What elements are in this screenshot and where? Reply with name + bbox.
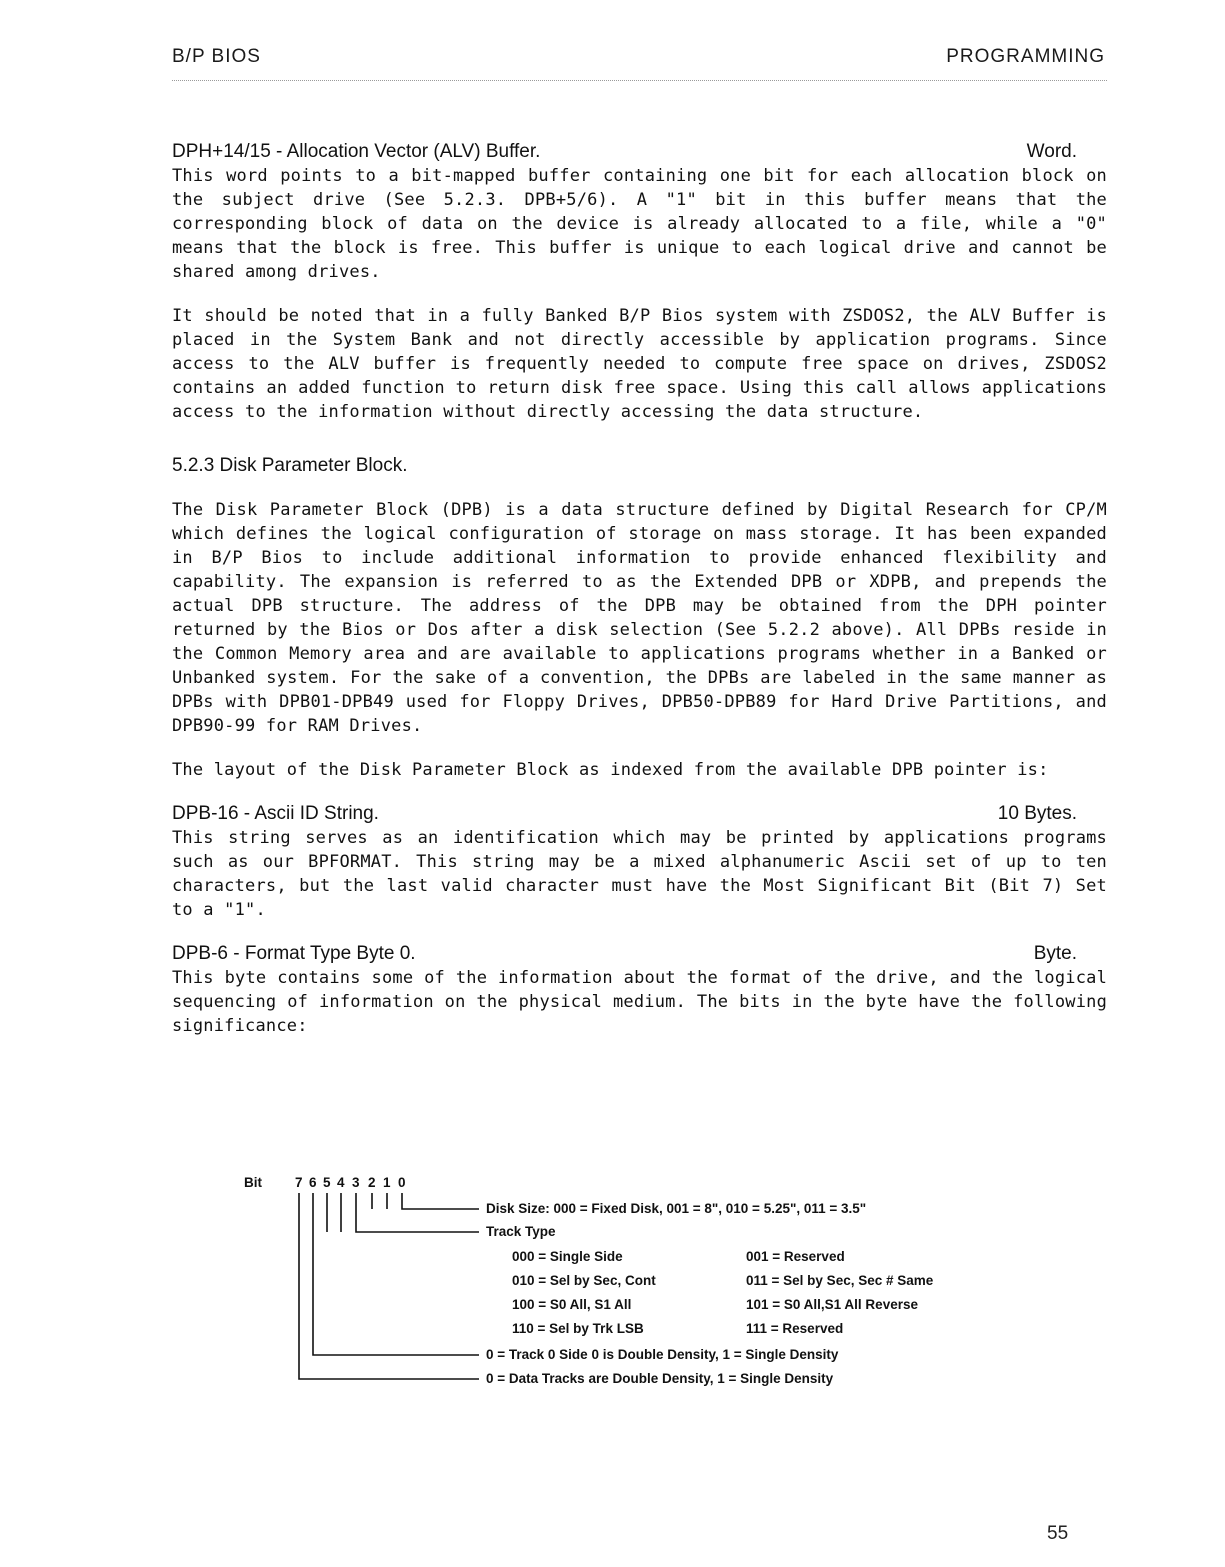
bit-7-description: 0 = Data Tracks are Double Density, 1 = Single Density — [486, 1371, 834, 1386]
bit-6: 6 — [309, 1175, 317, 1190]
format-title: DPB-6 - Format Type Byte 0. — [172, 943, 416, 964]
ascii-type: 10 Bytes. — [997, 803, 1077, 824]
bit-7: 7 — [295, 1175, 303, 1190]
bit-3: 3 — [352, 1175, 360, 1190]
page-number: 55 — [1047, 1523, 1069, 1544]
track-code-101: 101 = S0 All,S1 All Reverse — [746, 1297, 918, 1312]
ascii-heading — [172, 802, 1107, 826]
dpb-paragraph-2: The layout of the Disk Parameter Block as indexed from the available DPB pointer is: — [172, 760, 1049, 780]
page-body — [172, 140, 1107, 1038]
bit-5: 5 — [323, 1175, 331, 1190]
alv-type: Word. — [1026, 141, 1077, 162]
alv-paragraph-2: It should be noted that in a fully Banked B/P Bios system with ZSDOS2, the ALV Buffer is placed in the System Bank and not directly accessible by application programs. Since access to the ALV buffer is frequently needed to compute free space on drives, ZSDOS2 contains an added function to return disk free space. Using this call allows applications access to the information without directly accessing the data structure. — [172, 306, 1107, 422]
header-rule — [172, 80, 1107, 81]
track-type-label: Track Type — [486, 1224, 556, 1239]
ascii-paragraph: This string serves as an identification which may be printed by applications programs such as our BPFORMAT. This string may be a mixed alphanumeric Ascii set of up to ten characters, but the last valid character must have the Most Significant Bit (Bit 7) Set to a "1". — [172, 828, 1107, 920]
bit-6-description: 0 = Track 0 Side 0 is Double Density, 1 = Single Density — [486, 1347, 839, 1362]
format-heading — [172, 942, 1107, 966]
track-code-000: 000 = Single Side — [512, 1249, 623, 1264]
alv-heading — [172, 140, 1107, 164]
track-code-011: 011 = Sel by Sec, Sec # Same — [746, 1273, 934, 1288]
ascii-title: DPB-16 - Ascii ID String. — [172, 803, 379, 824]
track-code-111: 111 = Reserved — [746, 1321, 844, 1336]
bit-diagram — [244, 1175, 1064, 1395]
bit-4: 4 — [337, 1175, 345, 1190]
format-paragraph: This byte contains some of the information about the format of the drive, and the logical sequencing of information on the physical medium. The bits in the byte have the following significance: — [172, 968, 1107, 1036]
running-header-right: PROGRAMMING — [946, 46, 1105, 67]
running-header-left: B/P BIOS — [172, 46, 261, 67]
track-code-100: 100 = S0 All, S1 All — [512, 1297, 632, 1312]
alv-title: DPH+14/15 - Allocation Vector (ALV) Buffer. — [172, 141, 541, 162]
disk-size-label: Disk Size: 000 = Fixed Disk, 001 = 8", 010 = 5.25", 011 = 3.5" — [486, 1201, 867, 1216]
bit-2: 2 — [368, 1175, 376, 1190]
track-code-001: 001 = Reserved — [746, 1249, 845, 1264]
dpb-paragraph-1: The Disk Parameter Block (DPB) is a data structure defined by Digital Research for CP/M which defines the logical configuration of storage on mass storage. It has been expanded in B/P Bios to include additional information to provide enhanced flexibility and capability. The expansion is referred to as the Extended DPB or XDPB, and prepends the actual DPB structure. The address of the DPB may be obtained from the DPH pointer returned by the Bios or Dos after a disk selection (See 5.2.2 above). All DPBs reside in the Common Memory area and are available to applications programs whether in a Banked or Unbanked system. For the sake of a convention, the DPBs are labeled in the same manner as DPBs with DPB01-DPB49 used for Floppy Drives, DPB50-DPB89 for Hard Drive Partitions, and DPB90-99 for RAM Drives. — [172, 500, 1107, 736]
bit-label: Bit — [244, 1175, 262, 1190]
bit-1: 1 — [383, 1175, 391, 1190]
alv-paragraph-1: This word points to a bit-mapped buffer containing one bit for each allocation block on the subject drive (See 5.2.3. DPB+5/6). A "1" bit in this buffer means that the corresponding block of data on the device is already allocated to a file, while a "0" means that the block is free. This buffer is unique to each logical drive and cannot be shared among drives. — [172, 166, 1107, 282]
format-type: Byte. — [1033, 943, 1077, 964]
track-code-010: 010 = Sel by Sec, Cont — [512, 1273, 656, 1288]
dpb-section-title: 5.2.3 Disk Parameter Block. — [172, 455, 408, 476]
bit-0: 0 — [398, 1175, 406, 1190]
track-code-110: 110 = Sel by Trk LSB — [512, 1321, 644, 1336]
